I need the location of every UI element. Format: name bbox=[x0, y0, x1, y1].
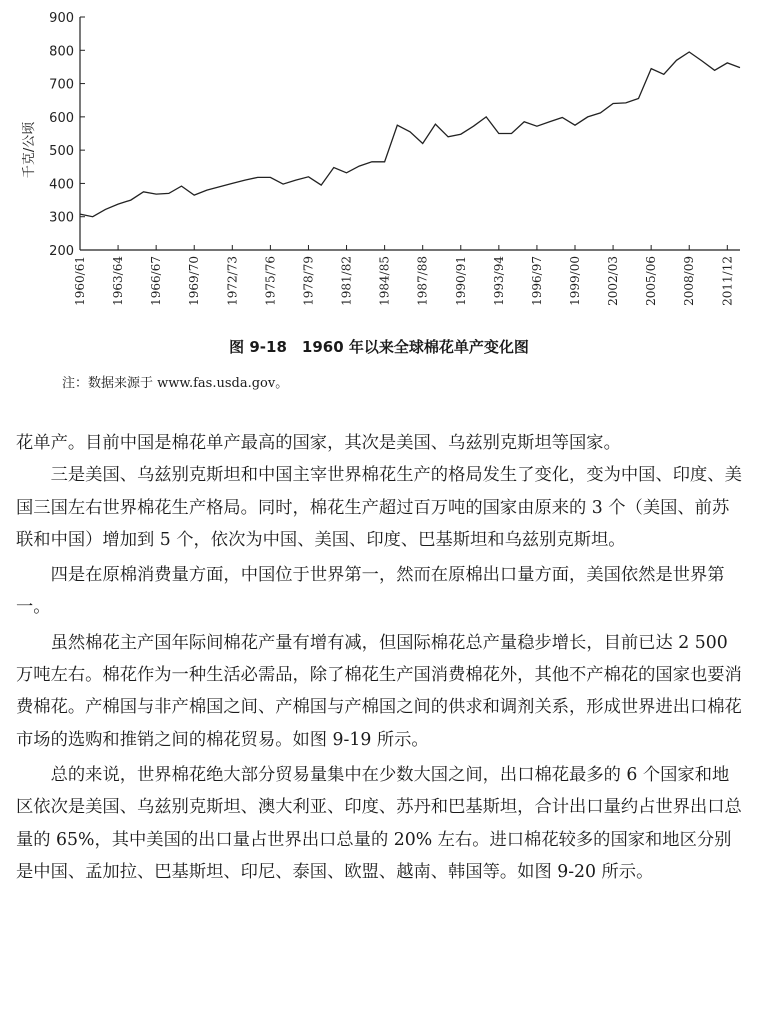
series-line-cotton-yield bbox=[80, 52, 740, 217]
y-tick-label: 700 bbox=[49, 77, 74, 93]
y-tick-label: 200 bbox=[49, 244, 74, 259]
x-tick-label: 1999/00 bbox=[568, 256, 582, 306]
paragraph-1: 花单产。目前中国是棉花单产最高的国家，其次是美国、乌兹别克斯坦等国家。 bbox=[16, 433, 621, 453]
x-tick-label: 1963/64 bbox=[111, 256, 126, 306]
y-tick-label: 600 bbox=[49, 110, 74, 126]
x-tick-label: 2005/06 bbox=[644, 256, 659, 306]
y-axis-label: 千克/公顷 bbox=[22, 121, 37, 179]
figure-note: 注：数据来源于 www.fas.usda.gov。 bbox=[62, 376, 289, 391]
y-tick-label: 400 bbox=[49, 177, 74, 193]
paragraph-3: 四是在原棉消费量方面，中国位于世界第一，然而在原棉出口量方面，美国依然是世界第一。 bbox=[16, 565, 725, 618]
paragraph-2: 三是美国、乌兹别克斯坦和中国主宰世界棉花生产的格局发生了变化，变为中国、印度、美国三国左右世界棉花生产格局。同时，棉花生产超过百万吨的国家由原来的 3 个（美国、前苏联和中国）增加到 5 个，依次为中国、美国、印度、巴基斯坦和乌兹别克斯坦。 bbox=[16, 465, 742, 550]
yield-line-chart bbox=[0, 0, 758, 330]
figure-caption: 图 9-18 1960 年以来全球棉花单产变化图 bbox=[229, 338, 529, 356]
x-tick-label: 1993/94 bbox=[491, 256, 506, 306]
y-tick-label: 800 bbox=[49, 44, 74, 60]
x-tick-label: 1966/67 bbox=[149, 256, 164, 306]
x-axis-ticks bbox=[73, 245, 734, 306]
paragraph-4: 虽然棉花主产国年际间棉花产量有增有减，但国际棉花总产量稳步增长，目前已达 2 500 万吨左右。棉花作为一种生活必需品，除了棉花生产国消费棉花外，其他不产棉花的国家也要消费棉花。产棉国与非产棉国之间、产棉国与产棉国之间的供求和调剂关系，形成世界进出口棉花市场的选购和推销之间的棉花贸易。如图 9-19 所示。 bbox=[16, 632, 742, 750]
x-tick-label: 1978/79 bbox=[301, 256, 316, 306]
paragraph-5: 总的来说，世界棉花绝大部分贸易量集中在少数大国之间，出口棉花最多的 6 个国家和地区依次是美国、乌兹别克斯坦、澳大利亚、印度、苏丹和巴基斯坦，合计出口量约占世界出口总量的 65%，其中美国的出口量占世界出口总量的 20% 左右。进口棉花较多的国家和地区分别是中国、孟加拉、巴基斯坦、印尼、泰国、欧盟、越南、韩国等。如图 9-20 所示。 bbox=[16, 764, 742, 882]
y-tick-label: 500 bbox=[49, 144, 74, 160]
chart-axes bbox=[80, 17, 740, 250]
x-tick-label: 2008/09 bbox=[682, 256, 697, 306]
y-tick-label: 900 bbox=[49, 11, 74, 26]
x-tick-label: 2011/12 bbox=[720, 256, 735, 306]
x-tick-label: 1975/76 bbox=[263, 256, 278, 306]
x-tick-label: 1981/82 bbox=[339, 256, 354, 306]
x-tick-label: 1987/88 bbox=[415, 256, 430, 306]
y-tick-label: 300 bbox=[49, 210, 74, 226]
x-tick-label: 2002/03 bbox=[606, 256, 621, 306]
x-tick-label: 1990/91 bbox=[453, 256, 468, 306]
x-tick-label: 1984/85 bbox=[377, 256, 392, 306]
x-tick-label: 1960/61 bbox=[73, 256, 87, 306]
x-tick-label: 1969/70 bbox=[187, 256, 202, 306]
x-tick-label: 1996/97 bbox=[529, 256, 544, 306]
body-text bbox=[16, 427, 746, 888]
x-tick-label: 1972/73 bbox=[225, 256, 240, 306]
